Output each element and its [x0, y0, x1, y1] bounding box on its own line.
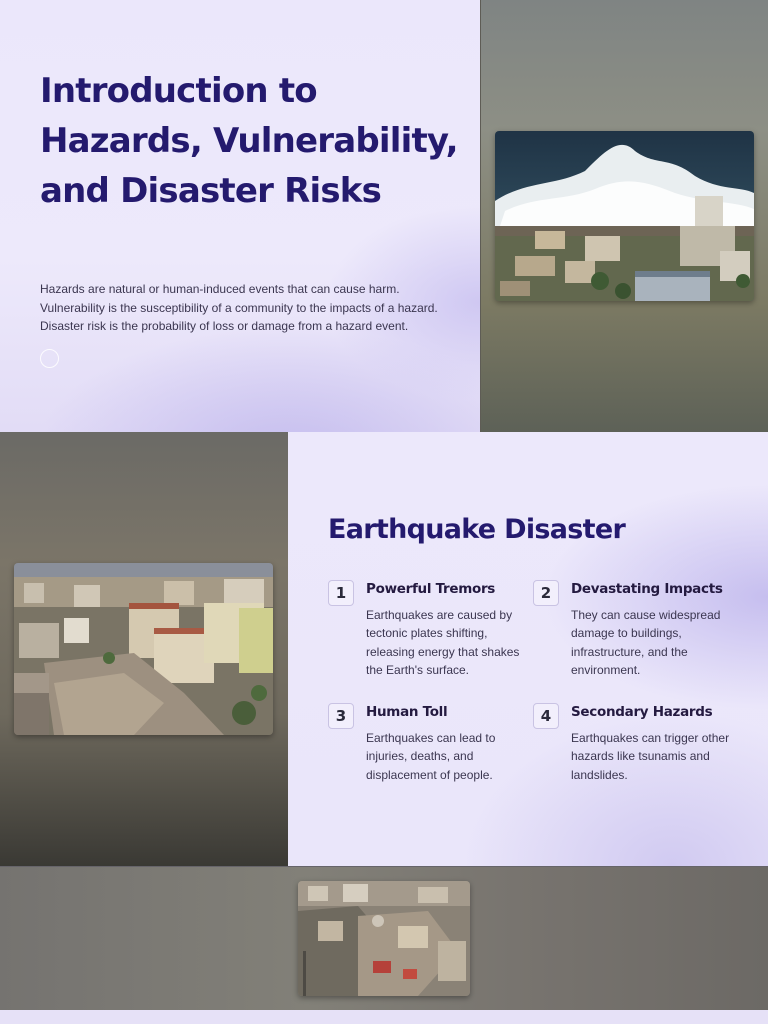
card-body-line: Earthquakes are caused by [366, 608, 513, 622]
tsunami-image [495, 131, 754, 301]
card-body-line: the Earth's surface. [366, 662, 470, 677]
slide-intro-title: Introduction to Hazards, Vulnerability, and Disaster Risks [40, 71, 458, 211]
card-body-line: landslides. [571, 767, 628, 782]
card-title: Powerful Tremors [366, 581, 496, 597]
card-body-line: environment. [571, 662, 641, 677]
card-title: Human Toll [366, 704, 448, 720]
slide-earthquake-text-panel [288, 432, 768, 866]
slide-intro-text-panel [0, 0, 480, 432]
card-number: 3 [328, 703, 354, 729]
card-number: 4 [533, 703, 559, 729]
body-line: Vulnerability is the susceptibility of a community to the impacts of a hazard. [40, 300, 438, 315]
slide-earthquake-image-panel [0, 432, 288, 866]
earthquake-rubble-image [298, 881, 470, 996]
card-body-line: damage to buildings, [571, 626, 682, 641]
slide-intro-body [40, 280, 460, 336]
card-body-line: Earthquakes can lead to [366, 731, 496, 745]
card-body-line: injuries, deaths, and [366, 749, 474, 764]
circle-icon[interactable] [40, 349, 59, 368]
next-slide-edge [0, 1010, 768, 1024]
body-line: Hazards are natural or human-induced events that can cause harm. [40, 282, 400, 296]
slide-earthquake [0, 432, 768, 866]
card-title: Secondary Hazards [571, 704, 713, 720]
slide-earthquake-title: Earthquake Disaster [328, 514, 626, 545]
card-number: 1 [328, 580, 354, 606]
slide-intro [0, 0, 768, 432]
card-body-line: displacement of people. [366, 767, 493, 782]
card-body-line: tectonic plates shifting, [366, 626, 488, 641]
card-body [366, 606, 541, 679]
card-body-line: infrastructure, and the [571, 644, 688, 659]
card-body-line: They can cause widespread [571, 608, 721, 622]
card-body [571, 606, 746, 679]
card-body-line: hazards like tsunamis and [571, 749, 710, 764]
slide-rubble [0, 866, 768, 1010]
card-title: Devastating Impacts [571, 581, 723, 597]
body-line: Disaster risk is the probability of loss or damage from a hazard event. [40, 319, 409, 333]
collapsed-buildings-image [14, 563, 273, 735]
slide-intro-image-panel [480, 0, 768, 432]
card-body-line: releasing energy that shakes [366, 644, 520, 659]
card-body-line: Earthquakes can trigger other [571, 731, 730, 745]
card-number: 2 [533, 580, 559, 606]
card-body [366, 729, 541, 784]
card-body [571, 729, 746, 784]
